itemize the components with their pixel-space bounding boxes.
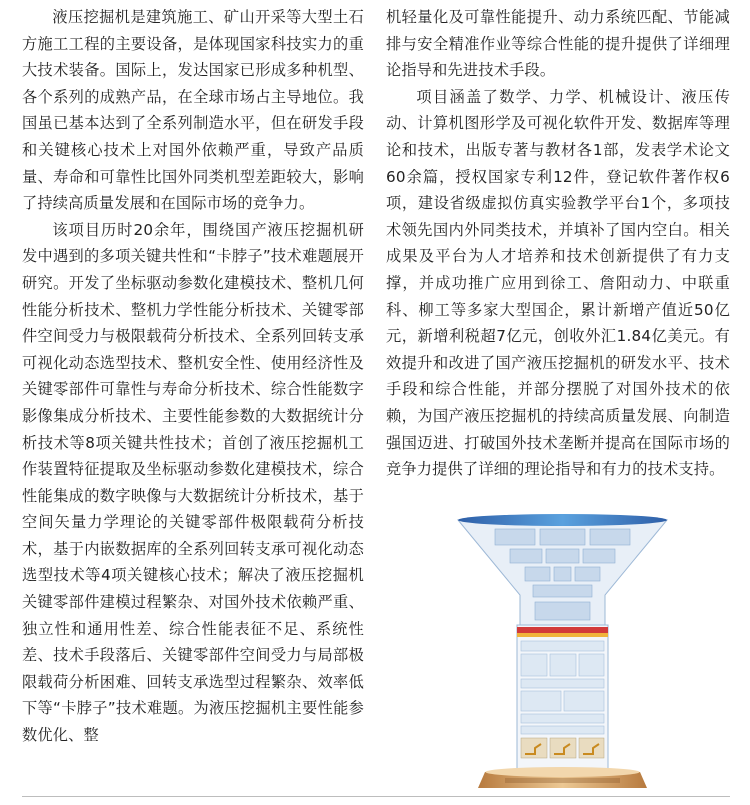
- intro-paragraph: 液压挖掘机是建筑施工、矿山开采等大型土石方施工工程的主要设备，是体现国家科技实力的重大技术装备。国际上，发达国家已形成多种机型、各个系列的成熟产品，在全球市场占主导地位。我国虽已基本达到了全系列制造水平，但在研发手段和关键核心技术上对国外依赖严重，导致产品质量、寿命和可靠性比国外同类机型差距较大，影响了持续高质量发展和在国际市场的竞争力。: [22, 8, 364, 213]
- funnel-graphic: [455, 510, 670, 795]
- research-paragraph: 该项目历时20余年，围绕国产液压挖掘机研发中遇到的多项关键共性和“卡脖子”技术难题展开研究。开发了坐标驱动参数化建模技术、整机几何性能分析技术、整机力学性能分析技术、关键零部件空间受力与极限载荷分析技术、全系列回转支承可视化动态选型技术、整机安全性、使用经济性及关键零部件可靠性与寿命分析技术、综合性能数字影像集成分析技术、主要性能参数的大数据统计分析技术等8项关键共性技术；首创了液压挖掘机工作装置特征提取及坐标驱动参数化建模技术，综合性能集成的数字映像与大数据统计分析技术，基于空间矢量力学理论的关键零部件极限载荷分析技术，基于内嵌数据库的全系列回转支承可视化动态选型技术等4项关键核心技术；解决了液压挖掘机关键零部件建模过程繁杂、对国外技术依赖严重、独立性和通用性差、综合性能表征不足、系统性差、技术手段落后、关键零部件空间受力与局部极限载荷分析困难、回转支承选型过程繁杂、效率低下等“卡脖子”技术难题。为液压挖掘机主要性能参数优化、整: [22, 220, 364, 745]
- funnel-figure: [455, 510, 670, 795]
- achievements-paragraph: 项目涵盖了数学、力学、机械设计、液压传动、计算机图形学及可视化软件开发、数据库等理论和技术，出版专著与教材各1部，发表学术论文60余篇，授权国家专利12件，登记软件著作权6项，建设省级虚拟仿真实验教学平台1个，多项技术领先国内外同类技术，并填补了国内空白。相关成果及平台为人才培养和技术创新提供了有力支撑，并成功推广应用到徐工、詹阳动力、中联重科、柳工等多家大型国企，累计新增产值近50亿元，新增利税超7亿元，创收外汇1.84亿美元。有效提升和改进了国产液压挖掘机的研发水平、技术手段和综合性能，并部分摆脱了对国外技术的依赖，为国产液压挖掘机的持续高质量发展、向制造强国迈进、打破国外技术垄断并提高在国际市场的竞争力提供了详细的理论指导和有力的技术支持。: [386, 87, 730, 479]
- left-column: [22, 4, 364, 749]
- footer-rule: [22, 796, 730, 797]
- continuation-paragraph: 机轻量化及可靠性能提升、动力系统匹配、节能减排与安全精准作业等综合性能的提升提供了详细理论指导和先进技术手段。: [386, 8, 730, 80]
- right-column: [386, 4, 730, 483]
- funnel-rim: [458, 514, 667, 526]
